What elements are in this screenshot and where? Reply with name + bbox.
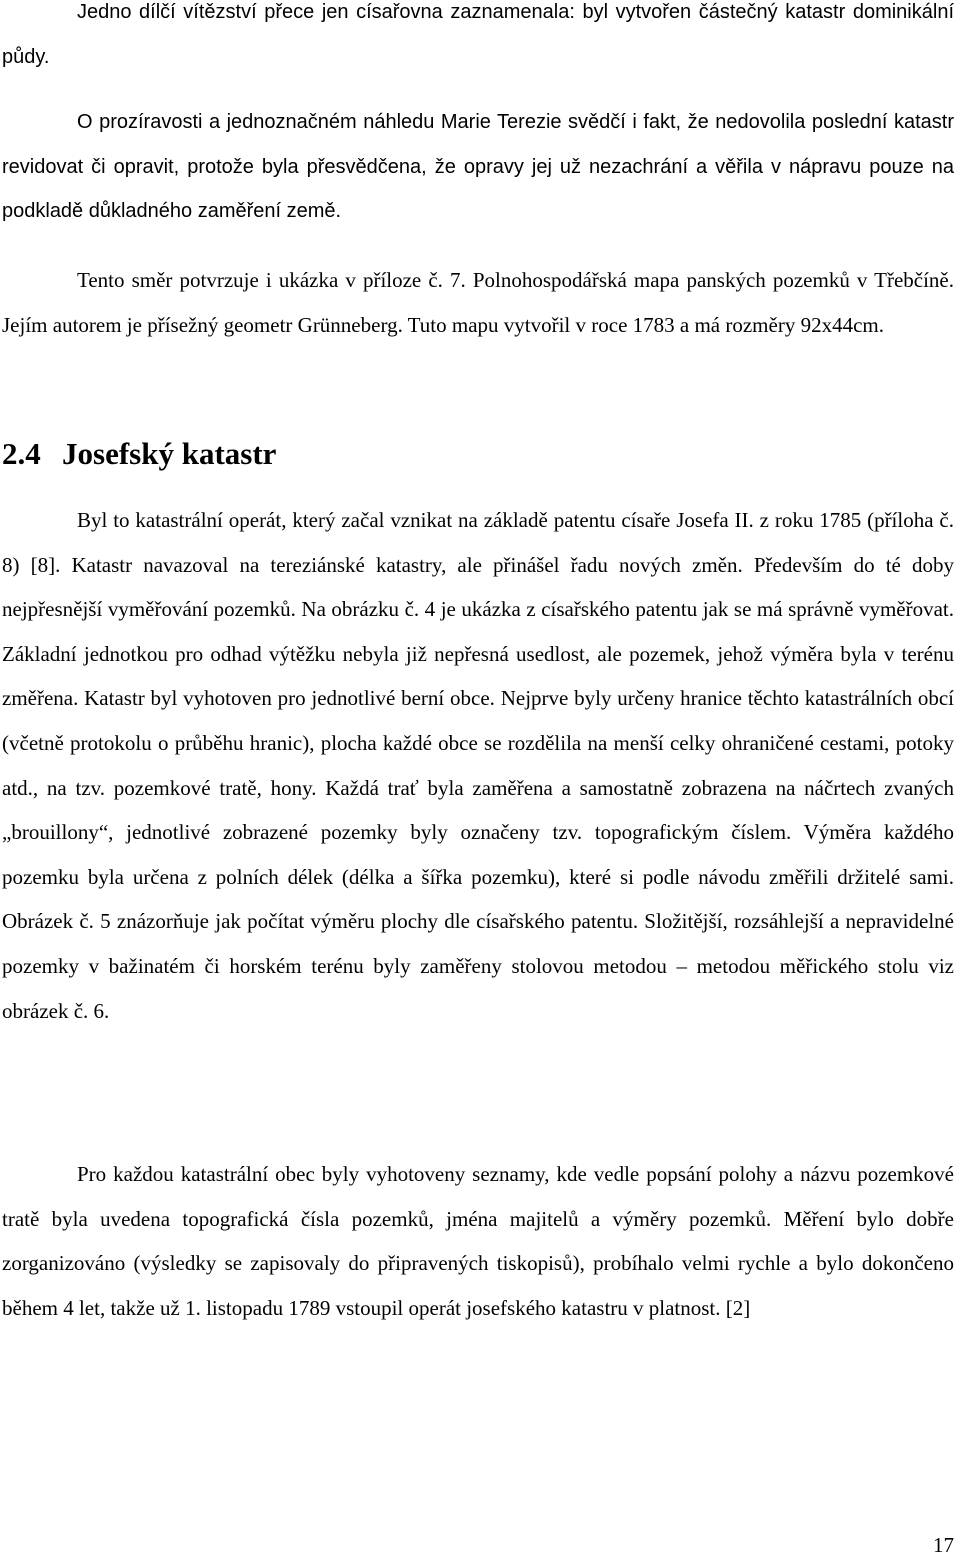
paragraph-maria-theresa: O prozíravosti a jednoznačném náhledu Marie Terezie svědčí i fakt, že nedovolila poslední katastr revidovat či opravit, protože byla přesvědčena, že opravy jej už nezachrání a věřila v nápravu pouze na podkladě důkladného zaměření země. <box>2 111 954 223</box>
section-heading <box>2 432 276 476</box>
paragraph-survey-lists: Pro každou katastrální obec byly vyhotoveny seznamy, kde vedle popsání polohy a názvu pozemkové tratě byla uvedena topografická čísla pozemků, jména majitelů a výměry pozemků. Měření bylo dobře zorganizováno (výsledky se zapisovaly do připravených tiskopisů), probíhalo velmi rychle a bylo dokončeno během 4 let, takže už 1. listopadu 1789 vstoupil operát josefského katastru v platnost. [2] <box>2 1162 954 1320</box>
page-number: 17 <box>933 1533 954 1557</box>
paragraph-josephine-cadastre: Byl to katastrální operát, který začal vznikat na základě patentu císaře Josefa II. z roku 1785 (příloha č. 8) [8]. Katastr navazoval na tereziánské katastry, ale přinášel řadu nových změn. Především do té doby nejpřesnější vyměřování pozemků. Na obrázku č. 4 je ukázka z císařského patentu jak se má správně vyměřovat. Základní jednotkou pro odhad výtěžku nebyla již nepřesná usedlost, ale pozemek, jehož výměra byla v terénu změřena. Katastr byl vyhotoven pro jednotlivé berní obce. Nejprve byly určeny hranice těchto katastrálních obcí (včetně protokolu o průběhu hranic), plocha každé obce se rozdělila na menší celky ohraničené cestami, potoky atd., na tzv. pozemkové tratě, hony. Každá trať byla zaměřena a samostatně zobrazena na náčrtech zvaných „brouillony“, jednotlivé zobrazené pozemky byly označeny tzv. topografickým číslem. Výměra každého pozemku byla určena z polních délek (délka a šířka pozemku), které si podle návodu změřili držitelé sami. Obrázek č. 5 znázorňuje jak počítat výměru plochy dle císařského patentu. Složitější, rozsáhlejší a nepravidelné pozemky v bažinatém či horském terénu byly zaměřeny stolovou metodou – metodou měřického stolu viz obrázek č. 6. <box>2 508 954 1023</box>
section-number: 2.4 <box>2 436 41 471</box>
paragraph-attachment-7: Tento směr potvrzuje i ukázka v příloze č. 7. Polnohospodářská mapa panských pozemků v Třebčíně. Jejím autorem je přísežný geometr Grünneberg. Tuto mapu vytvořil v roce 1783 a má rozměry 92x44cm. <box>2 268 954 337</box>
paragraph-dominikal-cadastre: Jedno dílčí vítězství přece jen císařovna zaznamenala: byl vytvořen částečný katastr dominikální půdy. <box>2 1 954 68</box>
section-title: Josefský katastr <box>62 436 277 471</box>
